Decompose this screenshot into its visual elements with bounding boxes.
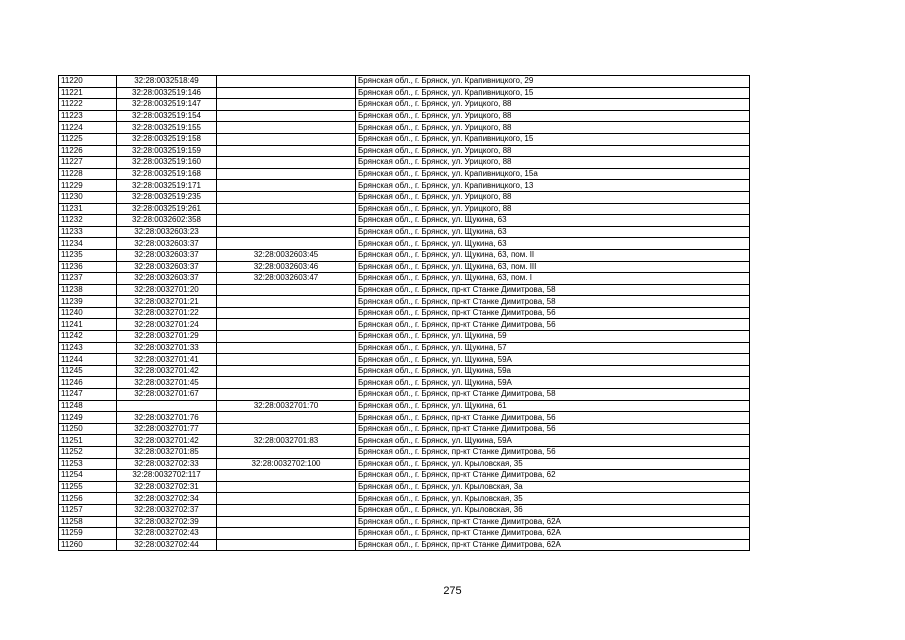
row-number-cell: 11240: [59, 307, 117, 319]
table-row: [59, 238, 750, 250]
address-cell: Брянская обл., г. Брянск, ул. Крапивницкого, 29: [356, 76, 750, 88]
parcel-cadastral-number-cell: 32:28:0032702:39: [117, 516, 217, 528]
address-cell: Брянская обл., г. Брянск, ул. Урицкого, 88: [356, 191, 750, 203]
object-cadastral-number-cell: [217, 528, 356, 540]
address-cell: Брянская обл., г. Брянск, ул. Щукина, 61: [356, 400, 750, 412]
parcel-cadastral-number-cell: 32:28:0032701:22: [117, 307, 217, 319]
table-row: [59, 470, 750, 482]
object-cadastral-number-cell: 32:28:0032603:46: [217, 261, 356, 273]
parcel-cadastral-number-cell: 32:28:0032701:41: [117, 354, 217, 366]
row-number-cell: 11222: [59, 99, 117, 111]
parcel-cadastral-number-cell: 32:28:0032603:37: [117, 261, 217, 273]
object-cadastral-number-cell: [217, 203, 356, 215]
address-cell: Брянская обл., г. Брянск, пр-кт Станке Димитрова, 62А: [356, 528, 750, 540]
address-cell: Брянская обл., г. Брянск, ул. Урицкого, 88: [356, 122, 750, 134]
object-cadastral-number-cell: [217, 493, 356, 505]
table-row: [59, 377, 750, 389]
address-cell: Брянская обл., г. Брянск, ул. Щукина, 63, пом. I: [356, 273, 750, 285]
row-number-cell: 11246: [59, 377, 117, 389]
address-cell: Брянская обл., г. Брянск, ул. Крыловская, 36: [356, 504, 750, 516]
row-number-cell: 11239: [59, 296, 117, 308]
address-cell: Брянская обл., г. Брянск, ул. Крыловская, 35: [356, 458, 750, 470]
row-number-cell: 11220: [59, 76, 117, 88]
object-cadastral-number-cell: [217, 365, 356, 377]
address-cell: Брянская обл., г. Брянск, ул. Щукина, 63, пом. II: [356, 249, 750, 261]
row-number-cell: 11223: [59, 110, 117, 122]
parcel-cadastral-number-cell: 32:28:0032702:43: [117, 528, 217, 540]
object-cadastral-number-cell: [217, 133, 356, 145]
row-number-cell: 11225: [59, 133, 117, 145]
row-number-cell: 11247: [59, 389, 117, 401]
object-cadastral-number-cell: [217, 110, 356, 122]
address-cell: Брянская обл., г. Брянск, пр-кт Станке Димитрова, 58: [356, 296, 750, 308]
registry-table-body: [59, 76, 750, 551]
address-cell: Брянская обл., г. Брянск, ул. Урицкого, 88: [356, 203, 750, 215]
object-cadastral-number-cell: [217, 99, 356, 111]
object-cadastral-number-cell: [217, 389, 356, 401]
parcel-cadastral-number-cell: 32:28:0032603:37: [117, 273, 217, 285]
address-cell: Брянская обл., г. Брянск, ул. Крапивницкого, 13: [356, 180, 750, 192]
table-row: [59, 168, 750, 180]
object-cadastral-number-cell: [217, 122, 356, 134]
parcel-cadastral-number-cell: 32:28:0032702:117: [117, 470, 217, 482]
parcel-cadastral-number-cell: 32:28:0032519:171: [117, 180, 217, 192]
parcel-cadastral-number-cell: 32:28:0032701:21: [117, 296, 217, 308]
address-cell: Брянская обл., г. Брянск, ул. Щукина, 59А: [356, 354, 750, 366]
parcel-cadastral-number-cell: 32:28:0032702:34: [117, 493, 217, 505]
object-cadastral-number-cell: [217, 307, 356, 319]
address-cell: Брянская обл., г. Брянск, ул. Крыловская, 3а: [356, 481, 750, 493]
table-row: [59, 226, 750, 238]
object-cadastral-number-cell: [217, 226, 356, 238]
table-row: [59, 273, 750, 285]
object-cadastral-number-cell: [217, 331, 356, 343]
table-row: [59, 504, 750, 516]
parcel-cadastral-number-cell: 32:28:0032702:33: [117, 458, 217, 470]
address-cell: Брянская обл., г. Брянск, ул. Крыловская, 35: [356, 493, 750, 505]
row-number-cell: 11237: [59, 273, 117, 285]
parcel-cadastral-number-cell: 32:28:0032519:261: [117, 203, 217, 215]
address-cell: Брянская обл., г. Брянск, пр-кт Станке Димитрова, 56: [356, 423, 750, 435]
row-number-cell: 11254: [59, 470, 117, 482]
row-number-cell: 11255: [59, 481, 117, 493]
address-cell: Брянская обл., г. Брянск, пр-кт Станке Димитрова, 62: [356, 470, 750, 482]
object-cadastral-number-cell: 32:28:0032701:83: [217, 435, 356, 447]
row-number-cell: 11256: [59, 493, 117, 505]
page-number: 275: [443, 585, 462, 597]
object-cadastral-number-cell: 32:28:0032701:70: [217, 400, 356, 412]
address-cell: Брянская обл., г. Брянск, пр-кт Станке Димитрова, 58: [356, 284, 750, 296]
parcel-cadastral-number-cell: 32:28:0032519:159: [117, 145, 217, 157]
object-cadastral-number-cell: [217, 296, 356, 308]
parcel-cadastral-number-cell: 32:28:0032519:146: [117, 87, 217, 99]
table-row: [59, 539, 750, 551]
object-cadastral-number-cell: [217, 168, 356, 180]
row-number-cell: 11230: [59, 191, 117, 203]
table-row: [59, 319, 750, 331]
object-cadastral-number-cell: [217, 191, 356, 203]
table-row: [59, 481, 750, 493]
table-row: [59, 122, 750, 134]
table-row: [59, 261, 750, 273]
address-cell: Брянская обл., г. Брянск, ул. Щукина, 59А: [356, 435, 750, 447]
object-cadastral-number-cell: 32:28:0032702:100: [217, 458, 356, 470]
object-cadastral-number-cell: [217, 284, 356, 296]
table-row: [59, 249, 750, 261]
table-row: [59, 191, 750, 203]
row-number-cell: 11234: [59, 238, 117, 250]
address-cell: Брянская обл., г. Брянск, ул. Крапивницкого, 15: [356, 87, 750, 99]
parcel-cadastral-number-cell: 32:28:0032701:67: [117, 389, 217, 401]
parcel-cadastral-number-cell: 32:28:0032701:42: [117, 435, 217, 447]
parcel-cadastral-number-cell: 32:28:0032602:358: [117, 215, 217, 227]
object-cadastral-number-cell: [217, 238, 356, 250]
parcel-cadastral-number-cell: 32:28:0032701:42: [117, 365, 217, 377]
table-row: [59, 458, 750, 470]
row-number-cell: 11241: [59, 319, 117, 331]
address-cell: Брянская обл., г. Брянск, пр-кт Станке Димитрова, 56: [356, 412, 750, 424]
parcel-cadastral-number-cell: [117, 400, 217, 412]
parcel-cadastral-number-cell: 32:28:0032519:160: [117, 157, 217, 169]
row-number-cell: 11228: [59, 168, 117, 180]
object-cadastral-number-cell: [217, 447, 356, 459]
parcel-cadastral-number-cell: 32:28:0032603:23: [117, 226, 217, 238]
table-row: [59, 215, 750, 227]
parcel-cadastral-number-cell: 32:28:0032519:155: [117, 122, 217, 134]
parcel-cadastral-number-cell: 32:28:0032701:20: [117, 284, 217, 296]
table-row: [59, 423, 750, 435]
registry-table: [58, 75, 750, 551]
address-cell: Брянская обл., г. Брянск, ул. Щукина, 59А: [356, 377, 750, 389]
object-cadastral-number-cell: [217, 354, 356, 366]
table-row: [59, 342, 750, 354]
row-number-cell: 11226: [59, 145, 117, 157]
object-cadastral-number-cell: [217, 180, 356, 192]
parcel-cadastral-number-cell: 32:28:0032702:44: [117, 539, 217, 551]
row-number-cell: 11253: [59, 458, 117, 470]
parcel-cadastral-number-cell: 32:28:0032701:33: [117, 342, 217, 354]
row-number-cell: 11252: [59, 447, 117, 459]
parcel-cadastral-number-cell: 32:28:0032603:37: [117, 249, 217, 261]
row-number-cell: 11232: [59, 215, 117, 227]
table-row: [59, 284, 750, 296]
table-row: [59, 203, 750, 215]
object-cadastral-number-cell: [217, 481, 356, 493]
table-row: [59, 354, 750, 366]
address-cell: Брянская обл., г. Брянск, пр-кт Станке Димитрова, 62А: [356, 516, 750, 528]
parcel-cadastral-number-cell: 32:28:0032701:45: [117, 377, 217, 389]
row-number-cell: 11243: [59, 342, 117, 354]
row-number-cell: 11260: [59, 539, 117, 551]
row-number-cell: 11238: [59, 284, 117, 296]
parcel-cadastral-number-cell: 32:28:0032701:24: [117, 319, 217, 331]
table-row: [59, 145, 750, 157]
row-number-cell: 11244: [59, 354, 117, 366]
row-number-cell: 11231: [59, 203, 117, 215]
row-number-cell: 11248: [59, 400, 117, 412]
object-cadastral-number-cell: [217, 504, 356, 516]
object-cadastral-number-cell: [217, 470, 356, 482]
table-row: [59, 493, 750, 505]
object-cadastral-number-cell: [217, 319, 356, 331]
parcel-cadastral-number-cell: 32:28:0032519:158: [117, 133, 217, 145]
row-number-cell: 11233: [59, 226, 117, 238]
object-cadastral-number-cell: [217, 342, 356, 354]
address-cell: Брянская обл., г. Брянск, ул. Крапивницкого, 15: [356, 133, 750, 145]
address-cell: Брянская обл., г. Брянск, ул. Щукина, 57: [356, 342, 750, 354]
table-row: [59, 365, 750, 377]
row-number-cell: 11257: [59, 504, 117, 516]
address-cell: Брянская обл., г. Брянск, ул. Щукина, 59а: [356, 365, 750, 377]
row-number-cell: 11235: [59, 249, 117, 261]
row-number-cell: 11251: [59, 435, 117, 447]
address-cell: Брянская обл., г. Брянск, пр-кт Станке Димитрова, 56: [356, 307, 750, 319]
row-number-cell: 11250: [59, 423, 117, 435]
address-cell: Брянская обл., г. Брянск, ул. Щукина, 63: [356, 238, 750, 250]
address-cell: Брянская обл., г. Брянск, ул. Щукина, 63: [356, 226, 750, 238]
table-row: [59, 87, 750, 99]
object-cadastral-number-cell: [217, 377, 356, 389]
object-cadastral-number-cell: [217, 76, 356, 88]
parcel-cadastral-number-cell: 32:28:0032701:76: [117, 412, 217, 424]
table-row: [59, 447, 750, 459]
address-cell: Брянская обл., г. Брянск, ул. Щукина, 63: [356, 215, 750, 227]
table-row: [59, 133, 750, 145]
row-number-cell: 11258: [59, 516, 117, 528]
object-cadastral-number-cell: [217, 423, 356, 435]
row-number-cell: 11236: [59, 261, 117, 273]
address-cell: Брянская обл., г. Брянск, ул. Щукина, 63, пом. III: [356, 261, 750, 273]
address-cell: Брянская обл., г. Брянск, ул. Щукина, 59: [356, 331, 750, 343]
parcel-cadastral-number-cell: 32:28:0032702:31: [117, 481, 217, 493]
object-cadastral-number-cell: [217, 157, 356, 169]
parcel-cadastral-number-cell: 32:28:0032519:235: [117, 191, 217, 203]
address-cell: Брянская обл., г. Брянск, пр-кт Станке Димитрова, 56: [356, 319, 750, 331]
parcel-cadastral-number-cell: 32:28:0032701:85: [117, 447, 217, 459]
table-row: [59, 180, 750, 192]
row-number-cell: 11227: [59, 157, 117, 169]
row-number-cell: 11221: [59, 87, 117, 99]
parcel-cadastral-number-cell: 32:28:0032701:77: [117, 423, 217, 435]
row-number-cell: 11242: [59, 331, 117, 343]
table-row: [59, 389, 750, 401]
parcel-cadastral-number-cell: 32:28:0032519:154: [117, 110, 217, 122]
address-cell: Брянская обл., г. Брянск, ул. Урицкого, 88: [356, 157, 750, 169]
address-cell: Брянская обл., г. Брянск, ул. Урицкого, 88: [356, 110, 750, 122]
row-number-cell: 11249: [59, 412, 117, 424]
table-row: [59, 331, 750, 343]
address-cell: Брянская обл., г. Брянск, ул. Урицкого, 88: [356, 145, 750, 157]
table-row: [59, 516, 750, 528]
parcel-cadastral-number-cell: 32:28:0032701:29: [117, 331, 217, 343]
row-number-cell: 11224: [59, 122, 117, 134]
object-cadastral-number-cell: [217, 516, 356, 528]
table-row: [59, 110, 750, 122]
address-cell: Брянская обл., г. Брянск, пр-кт Станке Димитрова, 62А: [356, 539, 750, 551]
address-cell: Брянская обл., г. Брянск, пр-кт Станке Димитрова, 56: [356, 447, 750, 459]
address-cell: Брянская обл., г. Брянск, пр-кт Станке Димитрова, 58: [356, 389, 750, 401]
object-cadastral-number-cell: [217, 539, 356, 551]
parcel-cadastral-number-cell: 32:28:0032603:37: [117, 238, 217, 250]
table-row: [59, 435, 750, 447]
parcel-cadastral-number-cell: 32:28:0032702:37: [117, 504, 217, 516]
table-row: [59, 307, 750, 319]
table-row: [59, 400, 750, 412]
object-cadastral-number-cell: [217, 145, 356, 157]
object-cadastral-number-cell: [217, 215, 356, 227]
row-number-cell: 11245: [59, 365, 117, 377]
row-number-cell: 11259: [59, 528, 117, 540]
table-row: [59, 99, 750, 111]
parcel-cadastral-number-cell: 32:28:0032519:147: [117, 99, 217, 111]
address-cell: Брянская обл., г. Брянск, ул. Крапивницкого, 15а: [356, 168, 750, 180]
row-number-cell: 11229: [59, 180, 117, 192]
parcel-cadastral-number-cell: 32:28:0032518:49: [117, 76, 217, 88]
table-row: [59, 528, 750, 540]
address-cell: Брянская обл., г. Брянск, ул. Урицкого, 88: [356, 99, 750, 111]
object-cadastral-number-cell: [217, 412, 356, 424]
object-cadastral-number-cell: [217, 87, 356, 99]
object-cadastral-number-cell: 32:28:0032603:47: [217, 273, 356, 285]
object-cadastral-number-cell: 32:28:0032603:45: [217, 249, 356, 261]
parcel-cadastral-number-cell: 32:28:0032519:168: [117, 168, 217, 180]
table-row: [59, 412, 750, 424]
table-row: [59, 157, 750, 169]
table-row: [59, 296, 750, 308]
table-row: [59, 76, 750, 88]
